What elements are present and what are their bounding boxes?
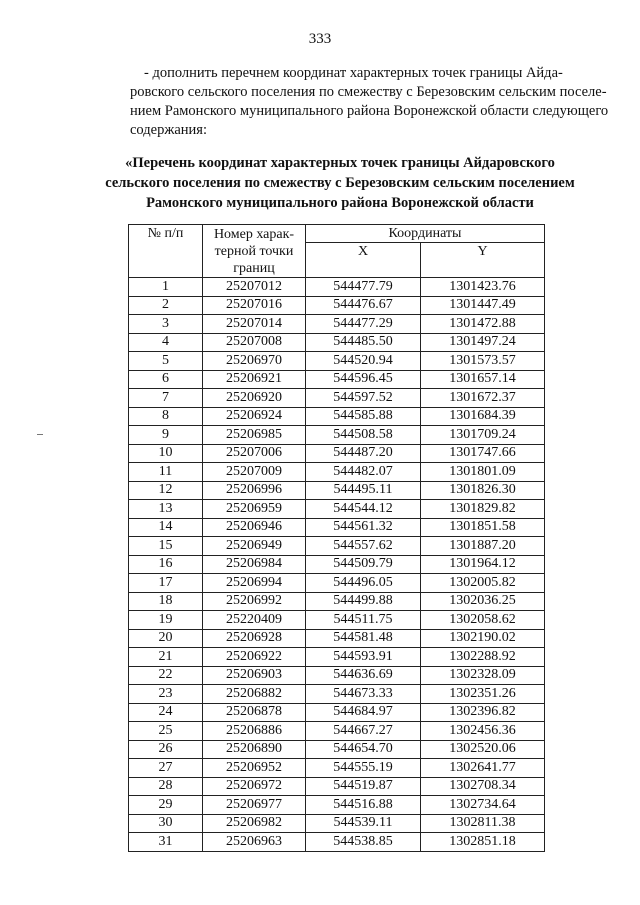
table-row <box>129 500 545 519</box>
cell-num: 24 <box>129 703 203 722</box>
cell-point: 25207009 <box>203 463 306 482</box>
cell-x: 544684.97 <box>306 703 421 722</box>
cell-y: 1302396.82 <box>421 703 545 722</box>
cell-point: 25207012 <box>203 278 306 297</box>
cell-y: 1302456.36 <box>421 722 545 741</box>
cell-x: 544581.48 <box>306 629 421 648</box>
cell-num: 4 <box>129 333 203 352</box>
cell-num: 26 <box>129 740 203 759</box>
intro-line: ровского сельского поселения по смежеству с Березовским сельским поселе- <box>130 84 607 100</box>
intro-line: нием Рамонского муниципального района Воронежской области следующего <box>130 103 609 119</box>
header-y: Y <box>421 243 545 278</box>
intro-line: - дополнить перечнем координат характерных точек границы Айда- <box>144 65 563 81</box>
cell-x: 544482.07 <box>306 463 421 482</box>
table-row <box>129 833 545 852</box>
cell-x: 544538.85 <box>306 833 421 852</box>
cell-point: 25206928 <box>203 629 306 648</box>
cell-x: 544544.12 <box>306 500 421 519</box>
table-row <box>129 389 545 408</box>
cell-y: 1302734.64 <box>421 796 545 815</box>
table-row <box>129 463 545 482</box>
cell-x: 544477.29 <box>306 315 421 334</box>
margin-mark <box>37 434 43 435</box>
cell-num: 22 <box>129 666 203 685</box>
cell-num: 21 <box>129 648 203 667</box>
cell-point: 25206994 <box>203 574 306 593</box>
table-row <box>129 278 545 297</box>
cell-x: 544485.50 <box>306 333 421 352</box>
cell-y: 1301684.39 <box>421 407 545 426</box>
table-row <box>129 629 545 648</box>
cell-y: 1301657.14 <box>421 370 545 389</box>
cell-num: 12 <box>129 481 203 500</box>
header-point-line: Номер харак- <box>213 226 295 242</box>
cell-x: 544516.88 <box>306 796 421 815</box>
cell-y: 1302328.09 <box>421 666 545 685</box>
cell-y: 1302641.77 <box>421 759 545 778</box>
cell-num: 28 <box>129 777 203 796</box>
table-row <box>129 333 545 352</box>
title-line: сельского поселения по смежеству с Березовским сельским поселением <box>105 175 575 191</box>
cell-point: 25206959 <box>203 500 306 519</box>
intro-line: содержания: <box>130 122 208 138</box>
cell-y: 1302851.18 <box>421 833 545 852</box>
cell-y: 1301964.12 <box>421 555 545 574</box>
cell-y: 1301447.49 <box>421 296 545 315</box>
cell-y: 1301573.57 <box>421 352 545 371</box>
cell-y: 1302520.06 <box>421 740 545 759</box>
cell-num: 29 <box>129 796 203 815</box>
header-row <box>129 225 545 243</box>
cell-point: 25206949 <box>203 537 306 556</box>
cell-point: 25206924 <box>203 407 306 426</box>
table-row <box>129 703 545 722</box>
cell-num: 18 <box>129 592 203 611</box>
cell-point: 25207016 <box>203 296 306 315</box>
cell-point: 25206996 <box>203 481 306 500</box>
table-row <box>129 315 545 334</box>
cell-y: 1301472.88 <box>421 315 545 334</box>
cell-num: 31 <box>129 833 203 852</box>
table-row <box>129 666 545 685</box>
title-line: «Перечень координат характерных точек границы Айдаровского <box>125 155 555 171</box>
cell-y: 1302351.26 <box>421 685 545 704</box>
cell-point: 25206878 <box>203 703 306 722</box>
table-row <box>129 574 545 593</box>
cell-y: 1302811.38 <box>421 814 545 833</box>
cell-point: 25206946 <box>203 518 306 537</box>
cell-point: 25206972 <box>203 777 306 796</box>
cell-point: 25206890 <box>203 740 306 759</box>
table-row <box>129 537 545 556</box>
cell-x: 544585.88 <box>306 407 421 426</box>
cell-point: 25206886 <box>203 722 306 741</box>
cell-y: 1301826.30 <box>421 481 545 500</box>
cell-x: 544667.27 <box>306 722 421 741</box>
cell-x: 544487.20 <box>306 444 421 463</box>
cell-point: 25206952 <box>203 759 306 778</box>
cell-x: 544508.58 <box>306 426 421 445</box>
cell-y: 1302005.82 <box>421 574 545 593</box>
cell-point: 25206903 <box>203 666 306 685</box>
cell-x: 544496.05 <box>306 574 421 593</box>
cell-x: 544511.75 <box>306 611 421 630</box>
page-number: 333 <box>308 31 332 47</box>
cell-x: 544477.79 <box>306 278 421 297</box>
cell-point: 25206920 <box>203 389 306 408</box>
table-body <box>129 278 545 852</box>
cell-num: 16 <box>129 555 203 574</box>
coordinates-table <box>128 224 545 852</box>
cell-x: 544476.67 <box>306 296 421 315</box>
cell-point: 25206992 <box>203 592 306 611</box>
cell-num: 6 <box>129 370 203 389</box>
cell-x: 544561.32 <box>306 518 421 537</box>
table-row <box>129 370 545 389</box>
table-row <box>129 796 545 815</box>
cell-x: 544654.70 <box>306 740 421 759</box>
table-row <box>129 777 545 796</box>
cell-num: 19 <box>129 611 203 630</box>
table-row <box>129 592 545 611</box>
cell-y: 1302058.62 <box>421 611 545 630</box>
table-row <box>129 722 545 741</box>
cell-point: 25206984 <box>203 555 306 574</box>
cell-num: 10 <box>129 444 203 463</box>
table-row <box>129 352 545 371</box>
cell-num: 9 <box>129 426 203 445</box>
cell-point: 25206982 <box>203 814 306 833</box>
cell-num: 25 <box>129 722 203 741</box>
intro-paragraph <box>130 64 609 140</box>
table-row <box>129 611 545 630</box>
cell-y: 1301672.37 <box>421 389 545 408</box>
cell-x: 544597.52 <box>306 389 421 408</box>
cell-point: 25207014 <box>203 315 306 334</box>
header-num: № п/п <box>129 225 203 278</box>
cell-num: 3 <box>129 315 203 334</box>
cell-x: 544596.45 <box>306 370 421 389</box>
header-x: X <box>306 243 421 278</box>
cell-x: 544673.33 <box>306 685 421 704</box>
cell-num: 7 <box>129 389 203 408</box>
header-point-line: терной точки <box>214 243 294 259</box>
cell-x: 544539.11 <box>306 814 421 833</box>
cell-x: 544509.79 <box>306 555 421 574</box>
table-row <box>129 518 545 537</box>
table-row <box>129 555 545 574</box>
cell-num: 15 <box>129 537 203 556</box>
table-row <box>129 814 545 833</box>
header-point-number <box>203 225 306 278</box>
table-row <box>129 759 545 778</box>
table-row <box>129 296 545 315</box>
cell-num: 8 <box>129 407 203 426</box>
cell-y: 1301829.82 <box>421 500 545 519</box>
cell-x: 544555.19 <box>306 759 421 778</box>
table-title <box>100 153 580 213</box>
cell-num: 30 <box>129 814 203 833</box>
cell-point: 25206921 <box>203 370 306 389</box>
cell-y: 1302708.34 <box>421 777 545 796</box>
cell-y: 1301423.76 <box>421 278 545 297</box>
cell-point: 25206977 <box>203 796 306 815</box>
header-coordinates: Координаты <box>306 225 545 243</box>
cell-point: 25206985 <box>203 426 306 445</box>
cell-num: 20 <box>129 629 203 648</box>
cell-y: 1301709.24 <box>421 426 545 445</box>
cell-num: 5 <box>129 352 203 371</box>
table-row <box>129 407 545 426</box>
cell-y: 1301851.58 <box>421 518 545 537</box>
cell-x: 544636.69 <box>306 666 421 685</box>
title-line: Рамонского муниципального района Воронежской области <box>146 195 534 211</box>
cell-x: 544519.87 <box>306 777 421 796</box>
cell-y: 1301887.20 <box>421 537 545 556</box>
cell-point: 25207006 <box>203 444 306 463</box>
cell-x: 544495.11 <box>306 481 421 500</box>
cell-point: 25220409 <box>203 611 306 630</box>
table-row <box>129 685 545 704</box>
cell-num: 27 <box>129 759 203 778</box>
cell-y: 1301801.09 <box>421 463 545 482</box>
cell-x: 544499.88 <box>306 592 421 611</box>
table-row <box>129 481 545 500</box>
cell-y: 1302288.92 <box>421 648 545 667</box>
cell-num: 14 <box>129 518 203 537</box>
cell-num: 2 <box>129 296 203 315</box>
table-row <box>129 426 545 445</box>
cell-y: 1301747.66 <box>421 444 545 463</box>
cell-num: 13 <box>129 500 203 519</box>
cell-num: 1 <box>129 278 203 297</box>
table-row <box>129 444 545 463</box>
cell-x: 544593.91 <box>306 648 421 667</box>
table-row <box>129 740 545 759</box>
cell-num: 17 <box>129 574 203 593</box>
cell-x: 544520.94 <box>306 352 421 371</box>
header-point-line: границ <box>233 260 275 276</box>
table-row <box>129 648 545 667</box>
cell-point: 25206970 <box>203 352 306 371</box>
cell-y: 1302190.02 <box>421 629 545 648</box>
cell-point: 25206963 <box>203 833 306 852</box>
cell-num: 23 <box>129 685 203 704</box>
cell-y: 1302036.25 <box>421 592 545 611</box>
cell-point: 25207008 <box>203 333 306 352</box>
cell-num: 11 <box>129 463 203 482</box>
cell-x: 544557.62 <box>306 537 421 556</box>
cell-y: 1301497.24 <box>421 333 545 352</box>
cell-point: 25206922 <box>203 648 306 667</box>
cell-point: 25206882 <box>203 685 306 704</box>
